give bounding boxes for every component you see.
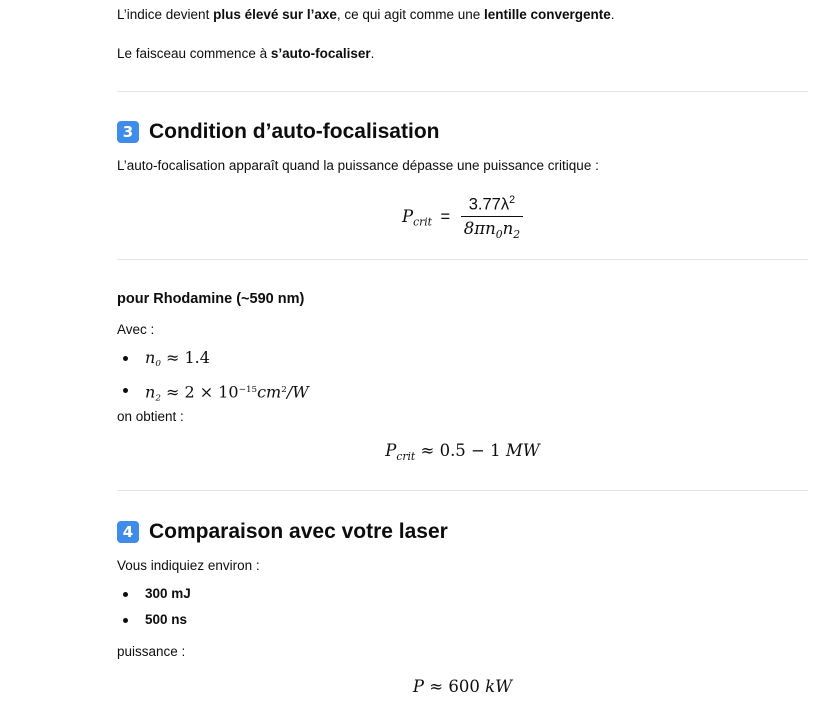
formula-text: ≈ 1.4 [160, 348, 210, 367]
bold-span: plus élevé sur l’axe [213, 7, 337, 22]
formula-subscript: 0 [155, 359, 161, 370]
formula-symbol: P [412, 677, 425, 696]
formula-subscript: 2 [155, 393, 161, 404]
formula-subscript: 2 [513, 228, 521, 242]
formula-text: /W [286, 382, 309, 402]
text-span: . [370, 46, 375, 61]
intro-line-2 [117, 45, 374, 63]
section-3-title: Condition d’auto-focalisation [149, 120, 440, 143]
formula-subscript: crit [413, 215, 432, 229]
formula-symbol: n [145, 382, 156, 402]
rhodamine-result-formula [117, 441, 808, 463]
list-item [117, 345, 309, 377]
formula-symbol: P [401, 206, 414, 226]
formula-symbol: P [385, 441, 397, 460]
keycap-3-icon: 3 [117, 121, 139, 143]
formula-unit: kW [485, 677, 513, 696]
critical-power-formula [117, 190, 808, 245]
text-span: Le faisceau commence à [117, 46, 271, 61]
text-span: . [610, 7, 615, 22]
rhodamine-heading: pour Rhodamine (~590 nm) [117, 291, 305, 307]
formula-subscript: crit [396, 449, 416, 463]
section-4-text: Vous indiquiez environ : [117, 558, 260, 573]
list-item: 500 ns [117, 607, 191, 633]
list-item [117, 377, 309, 411]
formula-superscript: −15 [238, 385, 258, 396]
bold-span: lentille convergente [483, 7, 611, 22]
list-item: 300 mJ [117, 581, 191, 607]
formula-unit: MW [505, 441, 540, 460]
section-4-title: Comparaison avec votre laser [149, 520, 448, 543]
on-obtient-label: on obtient : [117, 409, 184, 424]
section-3-text: L’auto-focalisation apparaît quand la puissance dépasse une puissance critique : [117, 158, 599, 173]
formula-denominator [461, 217, 523, 245]
divider [117, 259, 808, 260]
formula-text: ≈ 600 [424, 677, 486, 696]
section-3-heading [117, 118, 439, 146]
formula-text: ≈ 0.5 − 1 [415, 441, 506, 460]
laser-power-formula [117, 677, 808, 697]
formula-text: ≈ 2 × 10 [160, 382, 239, 402]
puissance-label: puissance : [117, 644, 186, 659]
divider [117, 91, 808, 92]
intro-line-1 [117, 6, 615, 24]
formula-text: 3.77λ [468, 195, 510, 214]
text-span: L’indice devient [117, 7, 214, 22]
formula-numerator [461, 190, 523, 217]
text-span: , ce qui agit comme une [336, 7, 484, 22]
formula-subscript: 0 [495, 228, 503, 242]
divider [117, 490, 808, 491]
formula-operator: = [440, 207, 451, 226]
formula-symbol: n [145, 348, 156, 367]
formula-text: cm [257, 382, 282, 402]
avec-label: Avec : [117, 322, 155, 337]
keycap-4-icon: 4 [117, 521, 139, 543]
formula-superscript: 2 [281, 385, 287, 396]
formula-text: 8πn [463, 219, 496, 239]
parameter-list [117, 345, 309, 411]
formula-text: n [502, 219, 514, 239]
bold-span: s’auto-focaliser [270, 46, 371, 61]
laser-spec-list [117, 581, 191, 633]
formula-superscript: 2 [509, 194, 516, 206]
section-4-heading [117, 518, 448, 546]
formula-fraction [461, 190, 523, 245]
